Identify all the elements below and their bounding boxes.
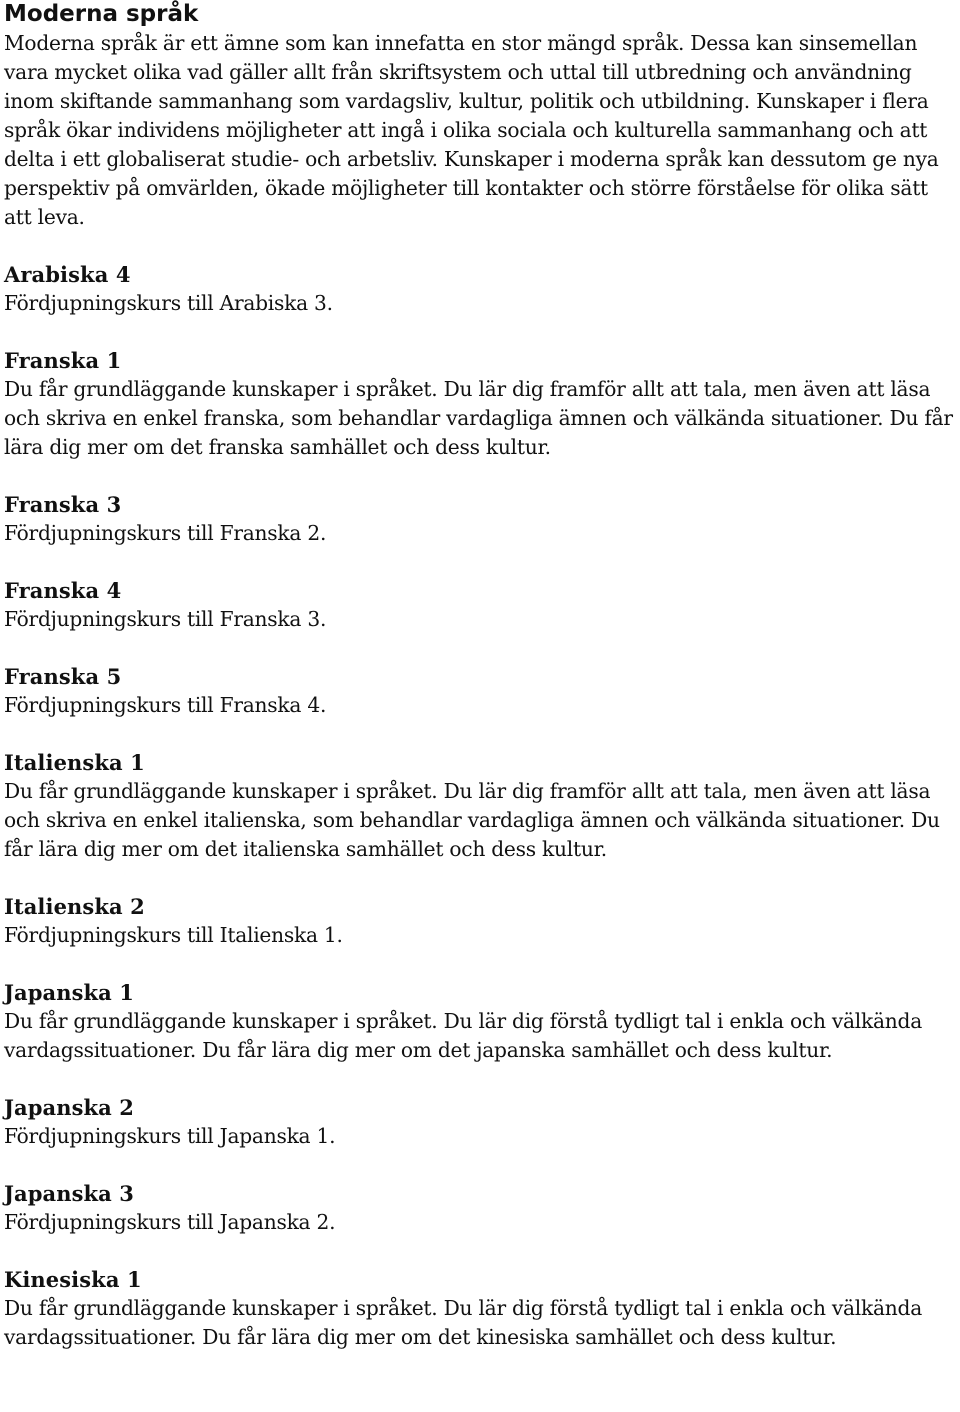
course-title: Franska 3 <box>4 492 122 517</box>
course-section-japanska-3 <box>4 1179 956 1237</box>
course-title: Franska 5 <box>4 664 122 689</box>
course-section-franska-3 <box>4 490 956 548</box>
course-section-arabiska-4 <box>4 260 956 318</box>
course-title: Japanska 1 <box>4 980 135 1005</box>
course-section-japanska-2 <box>4 1093 956 1151</box>
course-title: Japanska 2 <box>4 1095 135 1120</box>
course-title: Kinesiska 1 <box>4 1267 142 1292</box>
course-section-franska-1 <box>4 346 956 462</box>
course-section-italienska-2 <box>4 892 956 950</box>
course-section-franska-5 <box>4 662 956 720</box>
course-description: Fördjupningskurs till Franska 3. <box>4 607 327 631</box>
course-description: Fördjupningskurs till Arabiska 3. <box>4 291 333 315</box>
course-title: Japanska 3 <box>4 1181 135 1206</box>
course-section-italienska-1 <box>4 748 956 864</box>
course-title: Franska 1 <box>4 348 122 373</box>
course-description: Fördjupningskurs till Franska 4. <box>4 693 327 717</box>
course-description: Du får grundläggande kunskaper i språket. Du lär dig framför allt att tala, men även att läsa och skriva en enkel franska, som behandlar vardagliga ämnen och välkända situationer. Du får lära dig mer om det franska samhället och dess kultur. <box>4 377 953 459</box>
course-title: Italienska 2 <box>4 894 145 919</box>
course-title: Franska 4 <box>4 578 122 603</box>
page-title: Moderna språk <box>4 1 199 27</box>
course-description: Fördjupningskurs till Japanska 1. <box>4 1124 336 1148</box>
course-section-kinesiska-1 <box>4 1265 956 1352</box>
course-description: Fördjupningskurs till Franska 2. <box>4 521 327 545</box>
course-description: Du får grundläggande kunskaper i språket. Du lär dig förstå tydligt tal i enkla och välkända vardagssituationer. Du får lära dig mer om det kinesiska samhället och dess kultur. <box>4 1296 922 1349</box>
course-description: Du får grundläggande kunskaper i språket. Du lär dig förstå tydligt tal i enkla och välkända vardagssituationer. Du får lära dig mer om det japanska samhället och dess kultur. <box>4 1009 922 1062</box>
course-description: Fördjupningskurs till Italienska 1. <box>4 923 343 947</box>
intro-paragraph: Moderna språk är ett ämne som kan innefatta en stor mängd språk. Dessa kan sinsemellan vara mycket olika vad gäller allt från skriftsystem och uttal till utbredning och användning inom skiftande sammanhang som vardagsliv, kultur, politik och utbildning. Kunskaper i flera språk ökar individens möjligheter att ingå i olika sociala och kulturella sammanhang och att delta i ett globaliserat studie- och arbetsliv. Kunskaper i moderna språk kan dessutom ge nya perspektiv på omvärlden, ökade möjligheter till kontakter och större förståelse för olika sätt att leva. <box>4 31 939 229</box>
course-section-franska-4 <box>4 576 956 634</box>
course-section-japanska-1 <box>4 978 956 1065</box>
course-description: Fördjupningskurs till Japanska 2. <box>4 1210 336 1234</box>
course-description: Du får grundläggande kunskaper i språket. Du lär dig framför allt att tala, men även att läsa och skriva en enkel italienska, som behandlar vardagliga ämnen och välkända situationer. Du får lära dig mer om det italienska samhället och dess kultur. <box>4 779 940 861</box>
course-title: Italienska 1 <box>4 750 145 775</box>
course-title: Arabiska 4 <box>4 262 131 287</box>
